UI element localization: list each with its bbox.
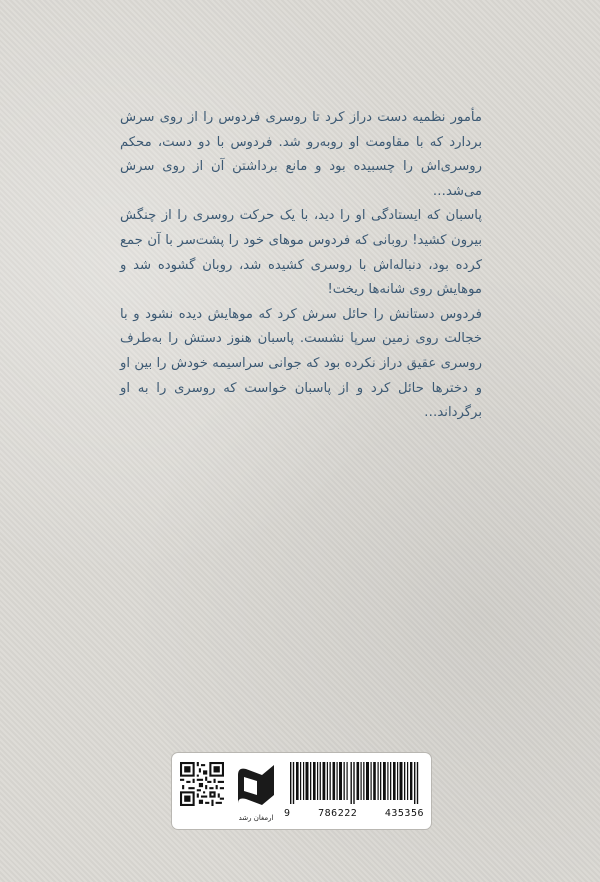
publisher-name: ارمغان رشد (238, 814, 274, 822)
synopsis-text (120, 106, 482, 426)
synopsis-paragraph-2: پاسبان که ایستادگی او را دید، با یک حرکت روسری را از چنگش بیرون کشید! روبانی که فردوس موهای خود را پشت‌سر با آن جمع کرده بود، دنباله‌اش با روسری کشیده شد، روبان گشوده شد و موهایش روی شانه‌ها ریخت! (120, 208, 482, 298)
isbn-lead-digit: 9 (284, 808, 291, 819)
synopsis-paragraph-3: فردوس دستانش را حائل سرش کرد که موهایش دیده نشود و با خجالت روی زمین سرپا نشست. پاسبان هنوز دستش را به‌طرف روسری عقیق دراز نکرده بود که جوانی سراسیمه خودش را بین او و دخترها حائل کرد و از پاسبان خواست که روسری را به او برگرداند… (120, 306, 482, 421)
isbn-group-left: 786222 (318, 808, 358, 819)
isbn-group-right: 435356 (384, 808, 424, 819)
barcode-panel (171, 752, 432, 830)
synopsis-paragraph-1: مأمور نظمیه دست دراز کرد تا روسری فردوس را از روی سرش بردارد که با مقاومت او روبه‌رو شد. فردوس با دو دست، محکم روسری‌اش را چسبیده بود و مانع برداشتن آن از روی سرش می‌شد… (120, 110, 482, 199)
isbn-barcode (288, 762, 420, 804)
qr-code-icon (180, 762, 224, 806)
isbn-digits (284, 808, 424, 819)
publisher-logo-icon (232, 761, 278, 813)
